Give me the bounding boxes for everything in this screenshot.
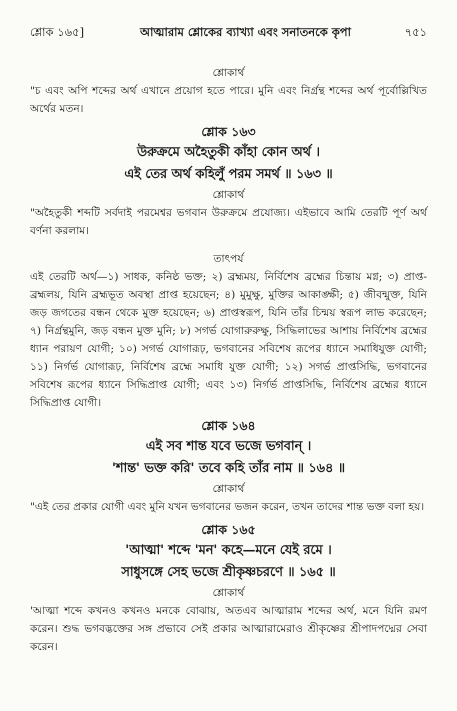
purport-label: তাৎপর্য [213, 253, 244, 265]
translation-label: শ্লোকার্থ [212, 587, 245, 599]
verse-heading: শ্লোক ১৬৫ [201, 522, 256, 537]
page-number: ৭৫১ [404, 25, 427, 39]
translation-label: শ্লোকার্থ [212, 67, 245, 79]
verse-line: সাধুসঙ্গে সেহ ভজে শ্রীকৃষ্ণচরণে ॥ ১৬৫ ॥ [121, 565, 336, 580]
header-chapter-title: আত্মারাম শ্লোকের ব্যাখ্যা এবং সনাতনকে কৃপা [140, 25, 351, 39]
translation-paragraph: "অহৈতুকী শব্দটি সর্বদাই পরমেশ্বর ভগবান উরুক্রমে প্রযোজ্য। এইভাবে আমি তেরটি পূর্ণ অর্থ বর্ণনা করলাম। [30, 207, 427, 237]
translation-paragraph: 'আত্মা শব্দে কখনও কখনও মনকে বোঝায়, অতএব আত্মারাম শব্দের অর্থ, মনে যিনি রমণ করেন। শুদ্ধ ভগবদ্ভক্তের সঙ্গ প্রভাবে সেই প্রকার আত্মারামেরাও শ্রীকৃষ্ণের শ্রীপাদপদ্মের সেবা করেন। [30, 605, 427, 653]
verse-line: উরুক্রমে অহৈতুকী কাঁহা কোন অর্থ । [137, 145, 320, 160]
verse-line: 'আত্মা' শব্দে 'মন' কহে—মনে যেই রমে । [125, 543, 332, 558]
verse-line: এই তের অর্থ কহিলুঁ পরম সমর্থ ॥ ১৬৩ ॥ [124, 167, 333, 182]
verse-heading: শ্লোক ১৬৪ [201, 418, 256, 433]
page-content [30, 64, 427, 660]
purport-paragraph: এই তেরটি অর্থ—১) সাধক, কনিষ্ঠ ভক্ত; ২) ব্রহ্মময়, নির্বিশেষ ব্রহ্মের চিন্তায় মগ্ন; ৩) প্রাপ্ত-ব্রহ্মলয়, যিনি ব্রহ্মভূত অবস্থা প্রাপ্ত হয়েছেন; ৪) মুমুক্ষু, মুক্তির আকাঙ্ক্ষী; ৫) জীবন্মুক্ত, যিনি জড় জগতের বন্ধন থেকে মুক্ত হয়েছেন; ৬) প্রাপ্তস্বরূপ, যিনি তাঁর চিন্ময় স্বরূপ লাভ করেছেন; ৭) নির্গ্রন্থমুনি, জড় বন্ধন মুক্ত মুনি; ৮) সগর্ভ যোগারুরুক্ষু, সিদ্ধিলাভের আশায় নির্বিশেষ ব্রহ্মের ধ্যান পরায়ণ যোগী; ১০) সগর্ভ যোগারূঢ়, ভগবানের সবিশেষ রূপের ধ্যানে সমাধিযুক্ত যোগী; ১১) নির্গর্ভ যোগারূঢ়, নির্বিশেষ ব্রহ্মে সমাধি যুক্ত যোগী; ১২) সগর্ভ প্রাপ্তসিদ্ধি, ভগবানের সবিশেষ রূপের ধ্যানে সিদ্ধিপ্রাপ্ত যোগী; এবং ১৩) নির্গর্ভ প্রাপ্তসিদ্ধি, নির্বিশেষ ব্রহ্মের ধ্যানে সিদ্ধিপ্রাপ্ত যোগী। [30, 271, 427, 409]
translation-label: শ্লোকার্থ [212, 483, 245, 495]
header-verse-ref: শ্লোক ১৬৫] [30, 25, 85, 39]
translation-paragraph: "চ এবং অপি শব্দের অর্থ এখানে প্রয়োগ হতে পারে। মুনি এবং নির্গ্রন্থ শব্দের অর্থ পূর্বোল্লিখিত অর্থের মতন। [30, 85, 427, 115]
translation-label: শ্লোকার্থ [212, 189, 245, 201]
translation-paragraph: "এই তের প্রকার যোগী এবং মুনি যখন ভগবানের ভজন করেন, তখন তাদের শান্ত ভক্ত বলা হয়। [30, 501, 425, 513]
verse-heading: শ্লোক ১৬৩ [201, 124, 256, 139]
running-header [30, 24, 427, 44]
verse-line: 'শান্ত' ভক্ত করি' তবে কহি তাঁর নাম ॥ ১৬৪ ॥ [112, 461, 345, 476]
verse-line: এই সব শান্ত যবে ভজে ভগবান্ । [145, 439, 312, 454]
